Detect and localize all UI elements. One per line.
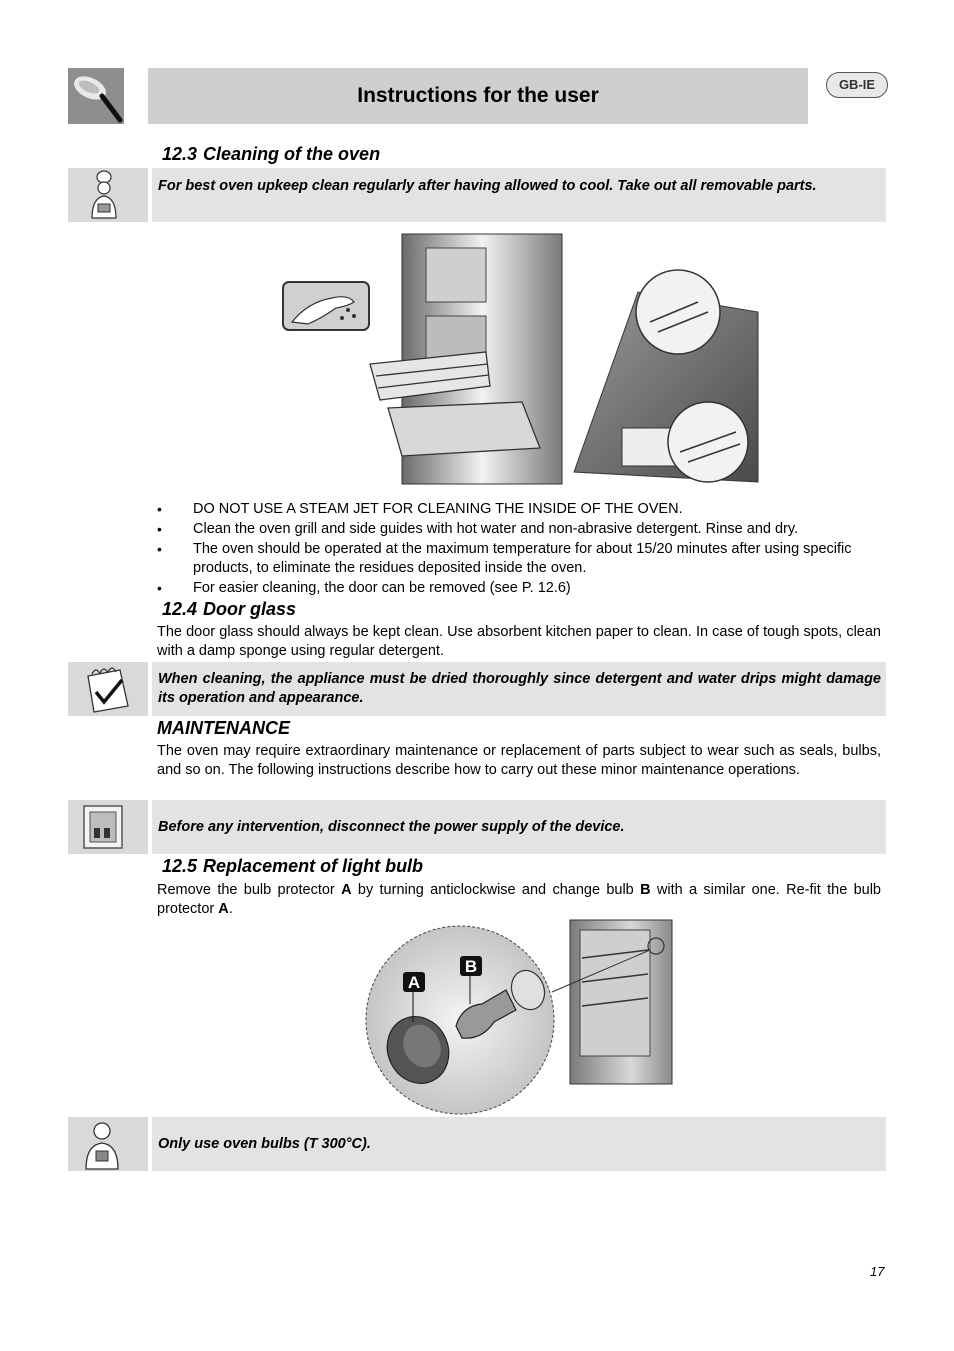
chef-icon [68, 168, 148, 222]
list-item: • DO NOT USE A STEAM JET FOR CLEANING THE INSIDE OF THE OVEN. [157, 500, 881, 519]
list-item: • Clean the oven grill and side guides with hot water and non-abrasive detergent. Rinse and dry. [157, 520, 881, 539]
section-heading-door-glass [162, 599, 296, 620]
page-title: Instructions for the user [357, 84, 599, 107]
cleaning-bullet-list [157, 500, 881, 599]
section-title: Replacement of light bulb [203, 856, 424, 876]
note-text-door-glass: When cleaning, the appliance must be dried thoroughly since detergent and water drips might damage its operation and appearance. [158, 671, 881, 706]
note-icon-box [68, 662, 148, 716]
list-item: • For easier cleaning, the door can be removed (see P. 12.6) [157, 579, 881, 598]
note-text-light-bulb: Only use oven bulbs (T 300°C). [158, 1136, 371, 1152]
section-title: Cleaning of the oven [203, 144, 381, 164]
note-text-cleaning: For best oven upkeep clean regularly after having allowed to cool. Take out all removable parts. [158, 178, 817, 194]
header-icon-box [68, 68, 124, 124]
label-a: A [218, 900, 229, 917]
oven-cleaning-illustration [278, 232, 768, 488]
sponge-hand-icon [283, 282, 369, 330]
maintenance-text: The oven may require extraordinary maintenance or replacement of parts subject to wear such as seals, bulbs, and so on. The following instructions describe how to carry out these minor maintenance operations. [157, 743, 881, 778]
section-number: 12.5 [162, 856, 198, 876]
spoon-icon [68, 68, 124, 124]
section-title: Door glass [203, 599, 297, 619]
list-item: • The oven should be operated at the maximum temperature for about 15/20 minutes after using specific products, to eliminate the residues deposited inside the oven. [157, 540, 881, 577]
bulb-replacement-illustration [366, 918, 674, 1116]
note-icon-box [68, 800, 148, 854]
section-number: 12.4 [162, 599, 198, 619]
note-icon-box [68, 1117, 148, 1171]
page-number: 17 [870, 1264, 885, 1279]
section-number: 12.3 [162, 144, 198, 164]
figure-label-b: B [464, 957, 478, 976]
note-icon-box [68, 168, 148, 222]
label-b: B [640, 882, 651, 898]
note-text-maintenance: Before any intervention, disconnect the power supply of the device. [158, 819, 625, 835]
power-socket-icon [68, 800, 148, 854]
section-heading-light-bulb [162, 856, 423, 877]
text-segment: with a similar one. Re-fit the bulb protector [157, 882, 881, 917]
section-heading-maintenance: MAINTENANCE [157, 718, 290, 738]
door-glass-text: The door glass should always be kept clean. Use absorbent kitchen paper to clean. In case of tough spots, clean with a damp sponge using regular detergent. [157, 624, 881, 659]
text-segment: . [228, 900, 233, 917]
section-heading-cleaning [162, 144, 380, 165]
text-segment: Remove the bulb protector [157, 882, 342, 898]
language-badge: GB-IE [826, 72, 888, 98]
label-a: A [341, 882, 352, 898]
notepad-check-icon [68, 662, 148, 716]
text-segment: by turning anticlockwise and change bulb [351, 882, 641, 898]
light-bulb-text [157, 881, 881, 918]
figure-label-a: A [407, 973, 421, 992]
technician-icon [68, 1117, 148, 1171]
